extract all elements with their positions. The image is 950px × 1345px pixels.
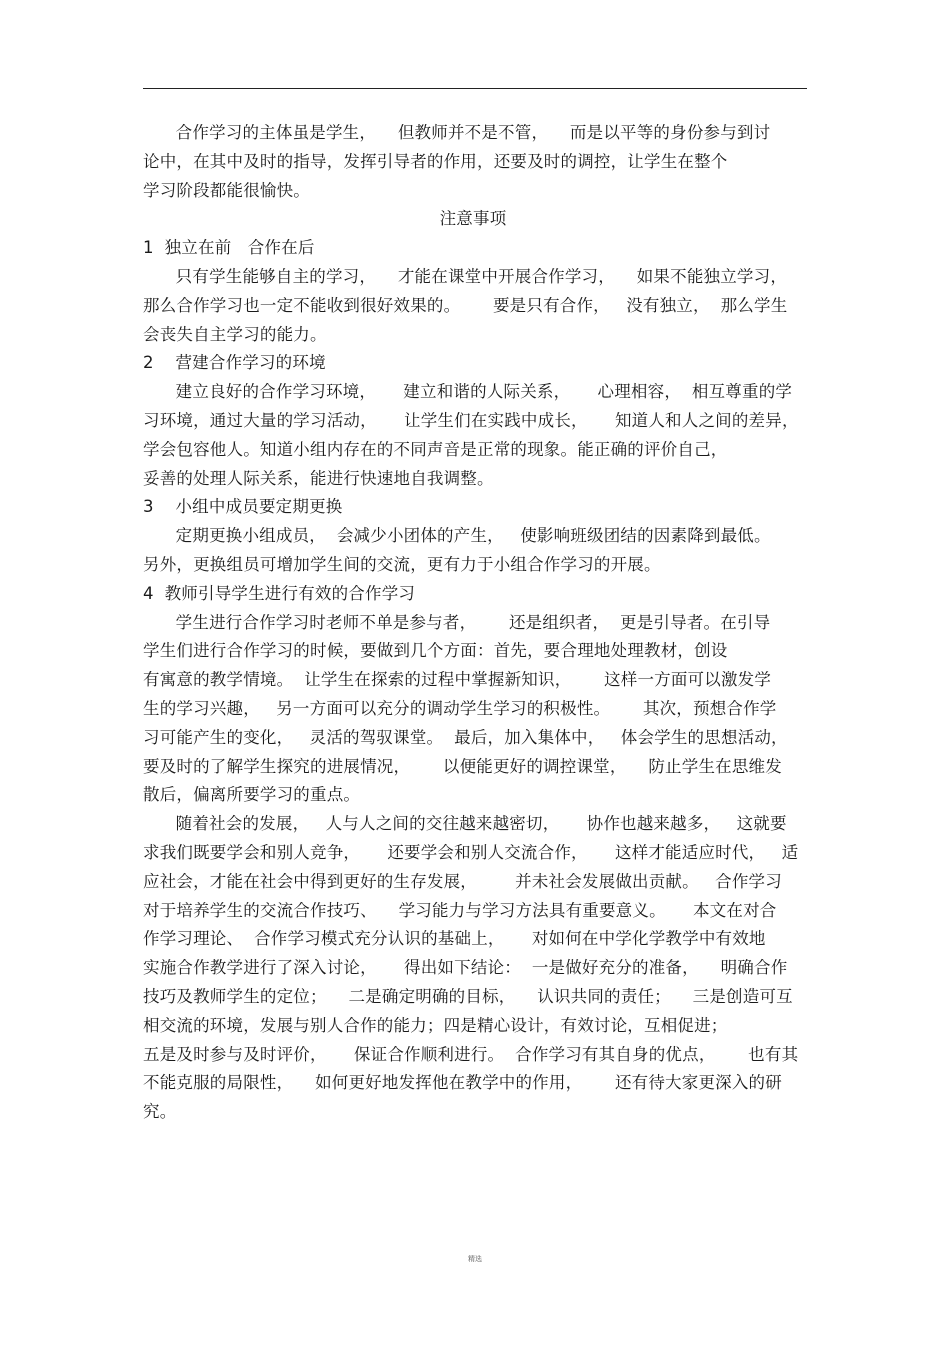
subheading-1: 1 独立在前 合作在后 (143, 238, 315, 258)
header-rule (143, 88, 807, 89)
paragraph-line: 随着社会的发展， 人与人之间的交往越来越密切， 协作也越来越多， 这就要 (143, 814, 787, 834)
paragraph-line: 学会包容他人。知道小组内存在的不同声音是正常的现象。能正确的评价自己， (143, 439, 728, 459)
paragraph-line: 论中，在其中及时的指导，发挥引导者的作用，还要及时的调控，让学生在整个 (143, 151, 728, 171)
paragraph-line: 究。 (143, 1102, 177, 1122)
paragraph-line: 会丧失自主学习的能力。 (143, 324, 327, 344)
paragraph-line: 作学习理论、 合作学习模式充分认识的基础上， 对如何在中学化学教学中有效地 (143, 929, 766, 949)
paragraph-line: 习可能产生的变化， 灵活的驾驭课堂。 最后，加入集体中， 体会学生的思想活动， (143, 727, 788, 747)
paragraph-line: 有寓意的教学情境。 让学生在探索的过程中掌握新知识， 这样一方面可以激发学 (143, 670, 772, 690)
paragraph-line: 生的学习兴趣， 另一方面可以充分的调动学生学习的积极性。 其次，预想合作学 (143, 698, 777, 718)
section-heading: 注意事项 (439, 209, 507, 229)
paragraph-line: 那么合作学习也一定不能收到很好效果的。 要是只有合作， 没有独立， 那么学生 (143, 295, 788, 315)
paragraph-line: 合作学习的主体虽是学生， 但教师并不是不管， 而是以平等的身份参与到讨 (143, 123, 771, 142)
paragraph-line: 习环境，通过大量的学习活动， 让学生们在实践中成长， 知道人和人之间的差异， (143, 410, 799, 430)
paragraph-line: 定期更换小组成员， 会减少小团体的产生， 使影响班级团结的因素降到最低。 (143, 526, 771, 546)
paragraph-line: 妥善的处理人际关系，能进行快速地自我调整。 (143, 468, 494, 488)
paragraph-line: 要及时的了解学生探究的进展情况， 以便能更好的调控课堂， 防止学生在思维发 (143, 756, 782, 776)
paragraph-line: 学习阶段都能很愉快。 (143, 180, 310, 200)
paragraph-line: 技巧及教师学生的定位； 二是确定明确的目标， 认识共同的责任； 三是创造可互 (143, 986, 793, 1006)
paragraph-line: 学生进行合作学习时老师不单是参与者， 还是组织者， 更是引导者。在引导 (143, 612, 771, 632)
subheading-2: 2 营建合作学习的环境 (143, 353, 326, 373)
paragraph-line: 五是及时参与及时评价， 保证合作顺利进行。 合作学习有其自身的优点， 也有其 (143, 1044, 799, 1064)
paragraph-line: 另外，更换组员可增加学生间的交流，更有力于小组合作学习的开展。 (143, 554, 661, 574)
paragraph-line: 对于培养学生的交流合作技巧、 学习能力与学习方法具有重要意义。 本文在对合 (143, 900, 777, 920)
page-footer: 精选 (468, 1255, 482, 1263)
paragraph-line: 学生们进行合作学习的时候，要做到几个方面：首先，要合理地处理教材，创设 (143, 641, 728, 661)
paragraph-line: 相交流的环境，发展与别人合作的能力；四是精心设计，有效讨论，互相促进； (143, 1015, 728, 1035)
subheading-3: 3 小组中成员要定期更换 (143, 497, 343, 517)
paragraph-line: 建立良好的合作学习环境， 建立和谐的人际关系， 心理相容， 相互尊重的学 (143, 382, 793, 402)
paragraph-line: 不能克服的局限性， 如何更好地发挥他在教学中的作用， 还有待大家更深入的研 (143, 1073, 782, 1093)
paragraph-line: 应社会，才能在社会中得到更好的生存发展， 并未社会发展做出贡献。 合作学习 (143, 871, 782, 891)
paragraph-line: 实施合作教学进行了深入讨论， 得出如下结论： 一是做好充分的准备， 明确合作 (143, 958, 788, 978)
paragraph-line: 只有学生能够自主的学习， 才能在课堂中开展合作学习， 如果不能独立学习， (143, 266, 788, 286)
document-body (143, 119, 813, 1127)
paragraph-line: 散后，偏离所要学习的重点。 (143, 785, 361, 805)
subheading-4: 4 教师引导学生进行有效的合作学习 (143, 583, 416, 603)
paragraph-line: 求我们既要学会和别人竞争， 还要学会和别人交流合作， 这样才能适应时代， 适 (143, 842, 799, 862)
